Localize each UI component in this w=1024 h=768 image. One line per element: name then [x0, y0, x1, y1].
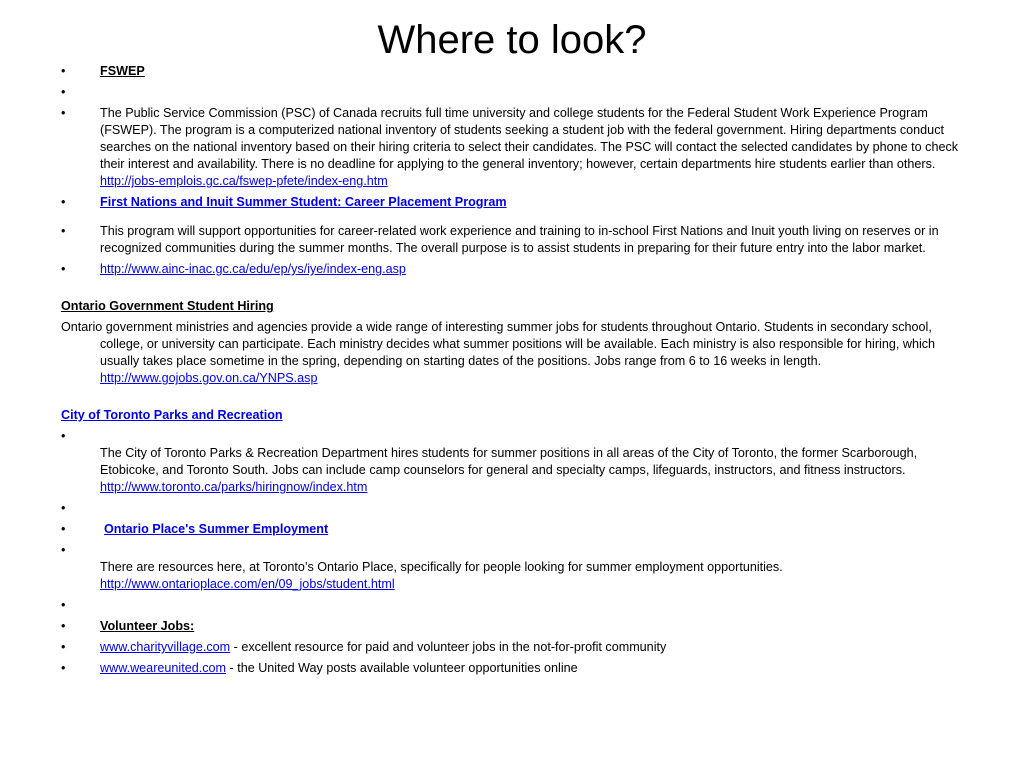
ontario-place-heading-link[interactable]: Ontario Place's Summer Employment — [104, 522, 329, 536]
list-item-fswep-heading — [61, 63, 961, 80]
ontario-gov-paragraph — [61, 319, 961, 387]
bullet: • — [61, 429, 66, 443]
fswep-heading: FSWEP — [100, 64, 145, 78]
ontario-place-link[interactable]: http://www.ontarioplace.com/en/09_jobs/student.html — [100, 577, 395, 591]
bullet: • — [61, 64, 66, 78]
bullet: • — [61, 85, 66, 99]
list-item-fswep-body — [61, 105, 961, 190]
bullet: • — [61, 501, 66, 515]
bullet: • — [61, 598, 66, 612]
ontario-gov-link[interactable]: http://www.gojobs.gov.on.ca/YNPS.asp — [100, 371, 318, 385]
spacer — [61, 391, 961, 407]
list-item-volunteer-charityvillage — [61, 639, 961, 656]
weareunited-link[interactable]: www.weareunited.com — [100, 661, 226, 675]
spacer — [61, 215, 961, 223]
toronto-parks-body: The City of Toronto Parks & Recreation Department hires students for summer positions in all areas of the City of Toronto, the former Scarborough, Etobicoke, and Toronto South. Jobs can include camp counselors for general and specialty camps, lifeguards, instructors, and fitness instructors. — [100, 446, 918, 477]
bullet: • — [61, 619, 66, 633]
bullet: • — [61, 195, 66, 209]
list-item-first-nations-link — [61, 261, 961, 278]
bullet: • — [61, 522, 66, 536]
ontario-place-body: There are resources here, at Toronto’s Ontario Place, specifically for people looking for summer employment opportunities. — [100, 560, 783, 574]
list-item-empty — [61, 428, 961, 445]
slide-content — [61, 63, 961, 681]
first-nations-link[interactable]: http://www.ainc-inac.gc.ca/edu/ep/ys/iye/index-eng.asp — [100, 262, 406, 276]
list-item-empty — [61, 500, 961, 517]
charityvillage-text: - excellent resource for paid and volunteer jobs in the not-for-profit community — [230, 640, 667, 654]
list-item-volunteer-heading — [61, 618, 961, 635]
bullet: • — [61, 262, 66, 276]
fswep-body: The Public Service Commission (PSC) of Canada recruits full time university and college students for the Federal Student Work Experience Program (FSWEP). The program is a computerized national inventory of students seeking a student job with the federal government. Hiring departments conduct searches on the national inventory based on their hiring criteria to select their candidates. The PSC will contact the selected candidates by phone to check their interest and availability. There is no deadline for applying to the general inventory; however, certain departments hire students earlier than others. — [100, 106, 959, 171]
list-item-empty — [61, 542, 961, 559]
bullet: • — [61, 543, 66, 557]
list-item-volunteer-weareunited — [61, 660, 961, 677]
list-item-first-nations-heading — [61, 194, 961, 211]
toronto-parks-paragraph — [61, 445, 961, 496]
bullet: • — [61, 224, 66, 238]
weareunited-text: - the United Way posts available volunteer opportunities online — [226, 661, 578, 675]
first-nations-heading-link[interactable]: First Nations and Inuit Summer Student: Career Placement Program — [100, 195, 507, 209]
bullet: • — [61, 106, 66, 120]
fswep-link[interactable]: http://jobs-emplois.gc.ca/fswep-pfete/index-eng.htm — [100, 174, 388, 188]
toronto-parks-link[interactable]: http://www.toronto.ca/parks/hiringnow/index.htm — [100, 480, 368, 494]
bullet: • — [61, 661, 66, 675]
list-item-empty — [61, 84, 961, 101]
volunteer-heading: Volunteer Jobs: — [100, 619, 195, 633]
charityvillage-link[interactable]: www.charityvillage.com — [100, 640, 231, 654]
list-item-ontario-place-heading — [61, 521, 961, 538]
ontario-gov-body: Ontario government ministries and agencies provide a wide range of interesting summer jobs for students throughout Ontario. Students in secondary school, college, or university can participate. Each ministry decides what summer positions will be available. Each ministry is also responsible for hiring, which usually takes place sometime in the spring, depending on starting dates of the positions. Jobs range from 6 to 16 weeks in length. — [61, 320, 936, 368]
ontario-gov-heading: Ontario Government Student Hiring — [61, 299, 274, 313]
toronto-parks-heading-link[interactable]: City of Toronto Parks and Recreation — [61, 408, 283, 422]
toronto-parks-heading-row — [61, 407, 961, 424]
list-item-empty — [61, 597, 961, 614]
ontario-place-paragraph — [61, 559, 961, 593]
list-item-first-nations-body — [61, 223, 961, 257]
spacer — [61, 282, 961, 298]
first-nations-body: This program will support opportunities for career-related work experience and training to in-school First Nations and Inuit youth living on reserves or in recognized communities during the summer months. The overall purpose is to assist students in preparing for their future entry into the labor market. — [100, 224, 939, 255]
bullet: • — [61, 640, 66, 654]
slide-title: Where to look? — [377, 18, 647, 62]
